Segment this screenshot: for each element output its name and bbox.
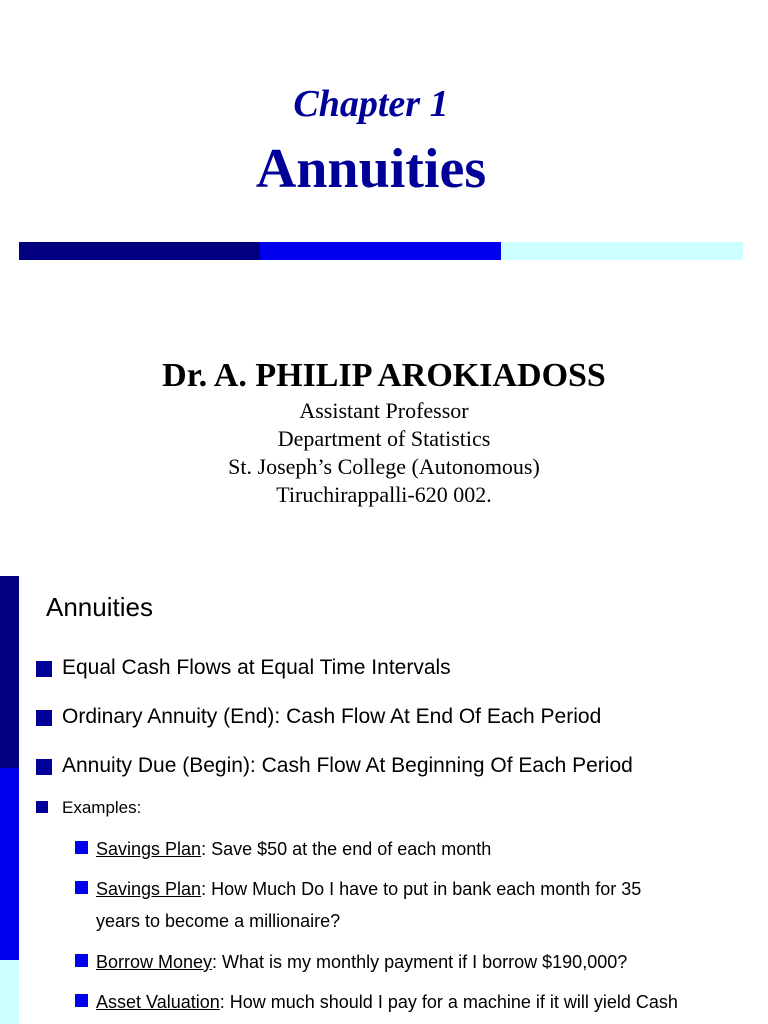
slide-title: Annuities	[255, 138, 487, 200]
square-bullet-icon	[36, 710, 52, 726]
sidebar-band-cyan	[0, 960, 19, 1024]
bullet-text: Annuity Due (Begin): Cash Flow At Beginning Of Each Period	[62, 754, 633, 777]
square-bullet-icon	[75, 841, 88, 854]
bullet-text: Ordinary Annuity (End): Cash Flow At End Of Each Period	[62, 705, 602, 728]
example-term: Borrow Money	[96, 952, 213, 972]
chapter-label: Chapter 1	[293, 83, 449, 125]
title-stripe-dark	[19, 242, 260, 260]
example-item	[75, 986, 755, 1018]
author-position: Assistant Professor	[299, 398, 469, 423]
sidebar-band-blue	[0, 768, 19, 960]
content-slide	[0, 576, 768, 1024]
example-text-continued: years to become a millionaire?	[96, 911, 341, 931]
author-name: Dr. A. PHILIP AROKIADOSS	[162, 357, 606, 394]
square-bullet-icon	[36, 801, 48, 813]
author-department: Department of Statistics	[277, 426, 491, 451]
content-slide-title: Annuities	[46, 592, 153, 622]
example-text: : How much should I pay for a machine if it will yield Cash	[219, 992, 678, 1012]
square-bullet-icon	[36, 759, 52, 775]
author-college: St. Joseph’s College (Autonomous)	[228, 454, 540, 479]
bullet-text: Examples:	[62, 798, 142, 817]
example-term: Savings Plan	[96, 879, 202, 899]
example-term: Asset Valuation	[96, 992, 220, 1012]
example-item	[75, 946, 755, 978]
example-text: : What is my monthly payment if I borrow $190,000?	[212, 952, 628, 972]
example-text: : How Much Do I have to put in bank each month for 35	[201, 879, 642, 899]
square-bullet-icon	[36, 661, 52, 677]
example-item	[75, 873, 755, 937]
sidebar-band-dark	[0, 576, 19, 768]
square-bullet-icon	[75, 994, 88, 1007]
square-bullet-icon	[75, 881, 88, 894]
title-stripe-blue	[260, 242, 501, 260]
example-text: : Save $50 at the end of each month	[201, 839, 492, 859]
example-item	[75, 833, 755, 865]
title-stripe-cyan	[501, 242, 743, 260]
author-city: Tiruchirappalli-620 002.	[276, 482, 492, 507]
square-bullet-icon	[75, 954, 88, 967]
bullet-text: Equal Cash Flows at Equal Time Intervals	[62, 656, 451, 679]
example-term: Savings Plan	[96, 839, 202, 859]
